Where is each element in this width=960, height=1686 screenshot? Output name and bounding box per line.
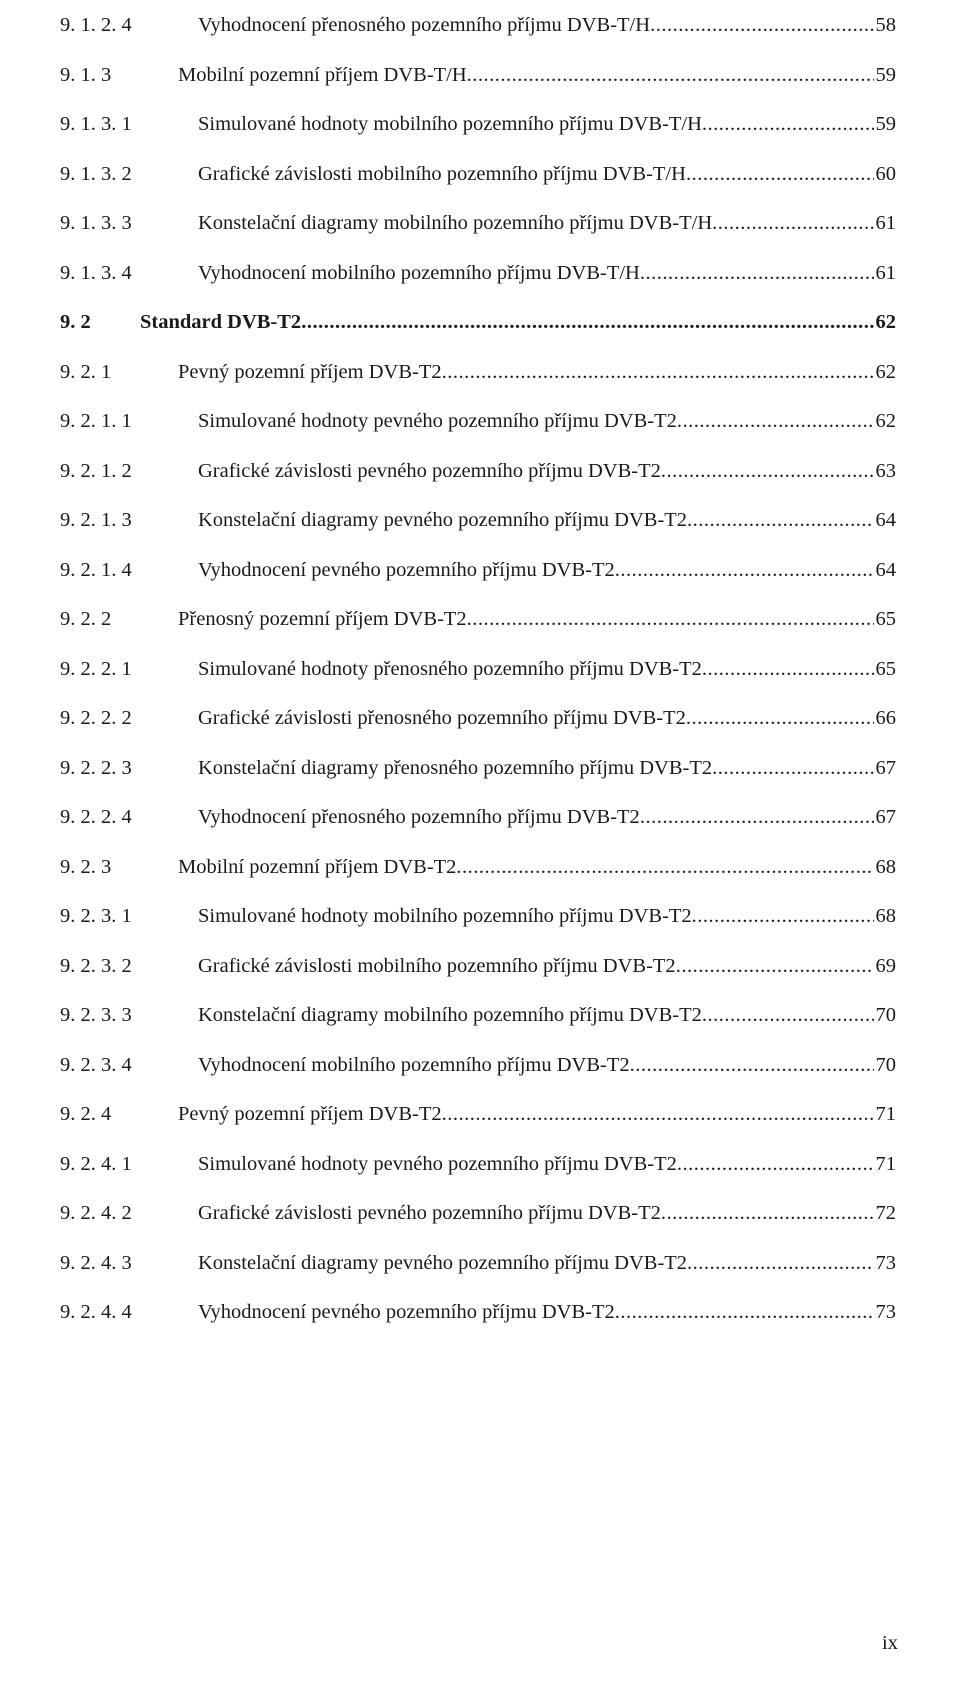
toc-entry[interactable] <box>60 595 896 645</box>
toc-entry[interactable] <box>60 1041 896 1091</box>
toc-entry-number: 9. 2. 4. 2 <box>60 1202 132 1225</box>
toc-entry-title: Konstelační diagramy mobilního pozemního příjmu DVB-T2 <box>198 1004 702 1027</box>
toc-entry-page: 65 <box>875 657 896 680</box>
toc-dot-leader <box>442 1103 874 1126</box>
toc-entry-number: 9. 2. 3. 4 <box>60 1053 132 1076</box>
toc-entry-page: 72 <box>875 1202 896 1225</box>
toc-entry-title: Simulované hodnoty mobilního pozemního příjmu DVB-T2 <box>198 905 692 928</box>
toc-dot-leader <box>702 113 874 136</box>
toc-dot-leader <box>640 806 874 829</box>
toc-entry-page: 73 <box>875 1301 896 1324</box>
toc-entry-number: 9. 2. 2. 2 <box>60 707 132 730</box>
toc-entry-page: 62 <box>875 410 896 433</box>
toc-entry-page: 71 <box>875 1152 896 1175</box>
toc-entry[interactable] <box>60 348 896 398</box>
toc-entry-page: 65 <box>875 608 896 631</box>
toc-entry-page: 61 <box>875 212 896 235</box>
toc-entry-title: Vyhodnocení pevného pozemního příjmu DVB-T2 <box>198 558 615 581</box>
toc-entry-number: 9. 2. 3 <box>60 855 112 878</box>
toc-entry-page: 70 <box>875 1053 896 1076</box>
toc-entry[interactable] <box>60 51 896 101</box>
toc-entry-title: Vyhodnocení mobilního pozemního příjmu DVB-T/H <box>198 261 640 284</box>
toc-entry-number: 9. 2. 1. 3 <box>60 509 132 532</box>
toc-entry[interactable] <box>60 843 896 893</box>
toc-entry-number: 9. 2. 2. 4 <box>60 806 132 829</box>
toc-entry-page: 67 <box>875 756 896 779</box>
toc-entry-title: Přenosný pozemní příjem DVB-T2 <box>178 608 467 631</box>
toc-entry-title: Simulované hodnoty pevného pozemního příjmu DVB-T2 <box>198 410 677 433</box>
toc-dot-leader <box>686 163 874 186</box>
toc-entry-page: 61 <box>875 261 896 284</box>
toc-entry-title: Grafické závislosti mobilního pozemního příjmu DVB-T2 <box>198 954 676 977</box>
toc-dot-leader <box>686 707 874 730</box>
toc-entry-number: 9. 2. 2 <box>60 608 112 631</box>
toc-dot-leader <box>615 1301 874 1324</box>
toc-entry-number: 9. 2. 4. 1 <box>60 1152 132 1175</box>
toc-dot-leader <box>661 1202 874 1225</box>
toc-entry-page: 58 <box>875 14 896 37</box>
toc-entry-title: Standard DVB-T2 <box>140 311 302 334</box>
toc-entry-title: Simulované hodnoty pevného pozemního příjmu DVB-T2 <box>198 1152 677 1175</box>
toc-entry[interactable] <box>60 793 896 843</box>
toc-entry-number: 9. 2. 2. 1 <box>60 657 132 680</box>
toc-entry-number: 9. 1. 3 <box>60 63 112 86</box>
toc-entry-number: 9. 2. 3. 1 <box>60 905 132 928</box>
toc-dot-leader <box>712 212 874 235</box>
toc-entry-title: Grafické závislosti přenosného pozemního příjmu DVB-T2 <box>198 707 686 730</box>
toc-entry-page: 62 <box>875 311 896 334</box>
toc-entry-page: 62 <box>875 360 896 383</box>
toc-entry-title: Konstelační diagramy pevného pozemního příjmu DVB-T2 <box>198 1251 688 1274</box>
toc-entry-page: 63 <box>875 459 896 482</box>
toc-dot-leader <box>467 64 874 87</box>
toc-entry-number: 9. 1. 2. 4 <box>60 14 132 37</box>
toc-entry-title: Vyhodnocení pevného pozemního příjmu DVB-T2 <box>198 1301 615 1324</box>
toc-entry[interactable] <box>60 546 896 596</box>
toc-entry[interactable] <box>60 1 896 51</box>
toc-dot-leader <box>301 311 874 334</box>
toc-entry-number: 9. 1. 3. 3 <box>60 212 132 235</box>
toc-entry-title: Mobilní pozemní příjem DVB-T2 <box>178 855 457 878</box>
toc-entry-page: 73 <box>875 1251 896 1274</box>
toc-entry-number: 9. 2. 1. 4 <box>60 558 132 581</box>
toc-entry[interactable] <box>60 397 896 447</box>
toc-entry-number: 9. 2. 4. 3 <box>60 1251 132 1274</box>
toc-entry-page: 69 <box>875 954 896 977</box>
toc-entry[interactable] <box>60 1288 896 1338</box>
toc-entry-page: 64 <box>875 509 896 532</box>
toc-entry-title: Vyhodnocení mobilního pozemního příjmu DVB-T2 <box>198 1053 630 1076</box>
toc-entry-title: Pevný pozemní příjem DVB-T2 <box>178 1103 442 1126</box>
toc-entry-title: Grafické závislosti pevného pozemního příjmu DVB-T2 <box>198 1202 661 1225</box>
toc-dot-leader <box>677 1153 874 1176</box>
toc-entry-number: 9. 2. 1. 2 <box>60 459 132 482</box>
toc-entry-title: Pevný pozemní příjem DVB-T2 <box>178 360 442 383</box>
toc-dot-leader <box>456 856 874 879</box>
toc-entry-number: 9. 2. 1 <box>60 360 112 383</box>
toc-entry[interactable] <box>60 694 896 744</box>
toc-entry[interactable] <box>60 991 896 1041</box>
toc-dot-leader <box>692 905 874 928</box>
toc-entry-page: 64 <box>875 558 896 581</box>
toc-entry-number: 9. 2 <box>60 311 91 334</box>
toc-entry-title: Konstelační diagramy pevného pozemního příjmu DVB-T2 <box>198 509 688 532</box>
toc-entry-number: 9. 2. 4. 4 <box>60 1301 132 1324</box>
toc-entry-title: Vyhodnocení přenosného pozemního příjmu DVB-T/H <box>198 14 651 37</box>
toc-entry-number: 9. 1. 3. 4 <box>60 261 132 284</box>
toc-dot-leader <box>467 608 874 631</box>
toc-entry-page: 60 <box>875 162 896 185</box>
toc-dot-leader <box>650 14 874 37</box>
toc-entry[interactable] <box>60 645 896 695</box>
toc-entry-title: Vyhodnocení přenosného pozemního příjmu DVB-T2 <box>198 806 640 829</box>
toc-entry-number: 9. 2. 2. 3 <box>60 756 132 779</box>
toc-entry-page: 71 <box>875 1103 896 1126</box>
toc-entry-title: Mobilní pozemní příjem DVB-T/H <box>178 63 467 86</box>
toc-entry-page: 59 <box>875 63 896 86</box>
toc-entry-number: 9. 1. 3. 2 <box>60 162 132 185</box>
toc-entry[interactable] <box>60 447 896 497</box>
toc-entry-title: Konstelační diagramy přenosného pozemního příjmu DVB-T2 <box>198 756 713 779</box>
toc-entry-number: 9. 2. 3. 2 <box>60 954 132 977</box>
toc-dot-leader <box>630 1054 874 1077</box>
toc-entry-title: Grafické závislosti mobilního pozemního příjmu DVB-T/H <box>198 162 686 185</box>
toc-dot-leader <box>677 410 874 433</box>
toc-entry-title: Grafické závislosti pevného pozemního příjmu DVB-T2 <box>198 459 661 482</box>
toc-entry-page: 70 <box>875 1004 896 1027</box>
table-of-contents <box>60 0 896 1338</box>
toc-entry[interactable] <box>60 1239 896 1289</box>
toc-entry-page: 59 <box>875 113 896 136</box>
toc-entry[interactable] <box>60 199 896 249</box>
toc-dot-leader <box>640 262 874 285</box>
toc-dot-leader <box>702 1004 874 1027</box>
toc-dot-leader <box>661 460 874 483</box>
toc-entry-title: Simulované hodnoty přenosného pozemního příjmu DVB-T2 <box>198 657 702 680</box>
toc-dot-leader <box>687 509 874 532</box>
toc-entry[interactable] <box>60 100 896 150</box>
toc-entry[interactable] <box>60 298 896 348</box>
toc-entry-number: 9. 1. 3. 1 <box>60 113 132 136</box>
toc-entry-title: Konstelační diagramy mobilního pozemního příjmu DVB-T/H <box>198 212 713 235</box>
toc-entry[interactable] <box>60 249 896 299</box>
toc-entry[interactable] <box>60 942 896 992</box>
toc-dot-leader <box>687 1252 874 1275</box>
toc-entry-page: 66 <box>875 707 896 730</box>
toc-entry[interactable] <box>60 1090 896 1140</box>
toc-entry[interactable] <box>60 150 896 200</box>
toc-entry-page: 68 <box>875 905 896 928</box>
toc-entry[interactable] <box>60 1140 896 1190</box>
toc-entry-number: 9. 2. 1. 1 <box>60 410 132 433</box>
toc-entry-number: 9. 2. 4 <box>60 1103 112 1126</box>
page-number-folio: ix <box>882 1632 898 1654</box>
toc-dot-leader <box>676 955 874 978</box>
toc-dot-leader <box>442 361 874 384</box>
toc-entry-page: 67 <box>875 806 896 829</box>
toc-dot-leader <box>702 658 874 681</box>
toc-entry[interactable] <box>60 892 896 942</box>
toc-entry-page: 68 <box>875 855 896 878</box>
toc-entry-number: 9. 2. 3. 3 <box>60 1004 132 1027</box>
toc-entry-title: Simulované hodnoty mobilního pozemního příjmu DVB-T/H <box>198 113 702 136</box>
toc-entry[interactable] <box>60 1189 896 1239</box>
toc-dot-leader <box>712 757 874 780</box>
toc-entry[interactable] <box>60 744 896 794</box>
toc-entry[interactable] <box>60 496 896 546</box>
toc-dot-leader <box>615 559 874 582</box>
